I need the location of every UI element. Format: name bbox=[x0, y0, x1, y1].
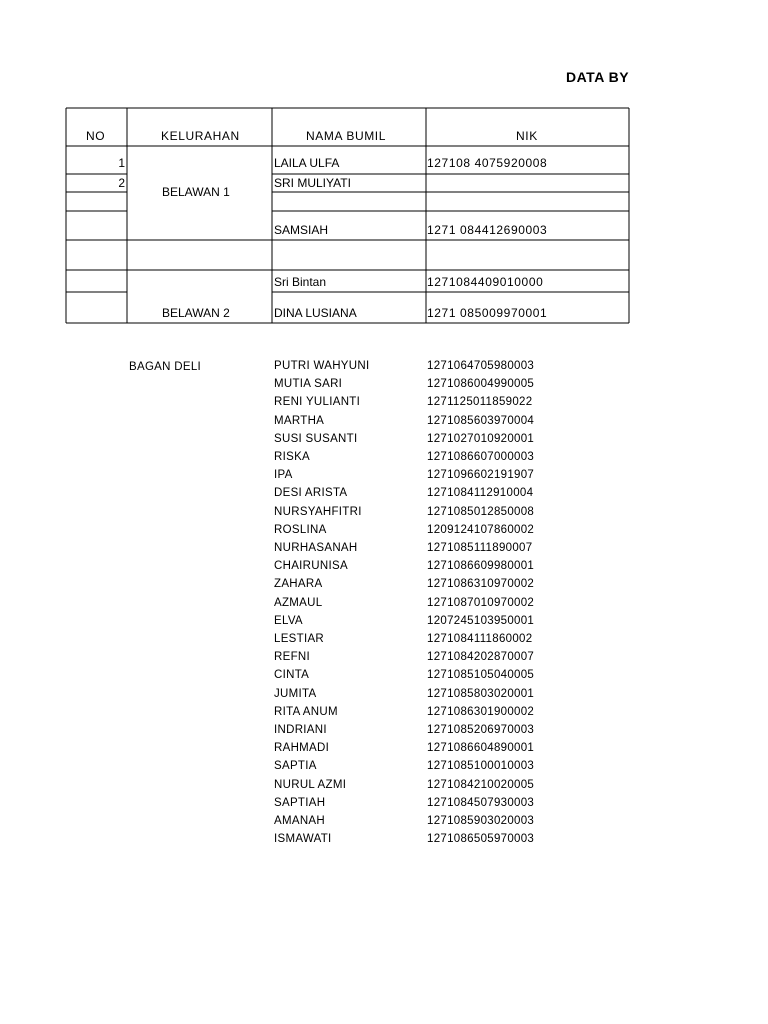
list-item bbox=[0, 724, 768, 742]
list-item-nama: IPA bbox=[274, 469, 293, 482]
list-item-nama: SAPTIA bbox=[274, 760, 317, 773]
list-item-nama: PUTRI WAHYUNI bbox=[274, 360, 370, 372]
list-item-nama: DESI ARISTA bbox=[274, 487, 348, 500]
page-title: DATA BY bbox=[566, 69, 630, 85]
list-item bbox=[0, 597, 768, 615]
list-item-nama: SUSI SUSANTI bbox=[274, 432, 358, 445]
list-item bbox=[0, 688, 768, 706]
list-item bbox=[0, 433, 768, 451]
list-item-nik: 1271084202870007 bbox=[427, 651, 535, 664]
list-item-nik: 1271096602191907 bbox=[427, 469, 535, 482]
list-item-nama: ROSLINA bbox=[274, 523, 327, 536]
list-item-nama: AMANAH bbox=[274, 815, 326, 827]
list-item-nik: 1271086505970003 bbox=[427, 833, 535, 846]
header-nik: NIK bbox=[516, 129, 538, 143]
list-item bbox=[0, 797, 768, 815]
list-item-nik: 1271027010920001 bbox=[427, 432, 535, 445]
list-item-nama: RISKA bbox=[274, 451, 311, 463]
list-item bbox=[0, 506, 768, 524]
list-item bbox=[0, 651, 768, 669]
table-row-nik: 127108 4075920008 bbox=[427, 156, 548, 170]
list-item-nik: 1271085105040005 bbox=[427, 669, 535, 682]
table-row-nama: LAILA ULFA bbox=[274, 156, 340, 170]
list-item-nik: 1271084112910004 bbox=[427, 487, 534, 500]
list-item-nik: 1271085903020003 bbox=[427, 815, 535, 827]
list-item-nik: 1271085803020001 bbox=[427, 687, 535, 700]
list-item-nama: RAHMADI bbox=[274, 742, 330, 755]
list-item bbox=[0, 360, 768, 378]
list-item-nama: ELVA bbox=[274, 614, 303, 627]
list-item bbox=[0, 396, 768, 414]
list-item-nik: 1271085603970004 bbox=[427, 414, 535, 427]
list-item bbox=[0, 378, 768, 396]
table-row-no: 1 bbox=[118, 156, 125, 170]
list-item bbox=[0, 815, 768, 833]
list-item-nik: 1271085111890007 bbox=[427, 542, 533, 554]
table-row-nama: Sri Bintan bbox=[274, 275, 327, 289]
list-item-nik: 1271085100010003 bbox=[427, 760, 535, 773]
list-item bbox=[0, 615, 768, 633]
list-item-nama: MUTIA SARI bbox=[274, 378, 343, 391]
list-item-nik: 1271087010970002 bbox=[427, 596, 535, 609]
list-item-nama: ZAHARA bbox=[274, 578, 323, 591]
table-row-nama: SRI MULIYATI bbox=[274, 176, 351, 190]
table-row-nama: DINA LUSIANA bbox=[274, 306, 357, 320]
list-item-nik: 1271086004990005 bbox=[427, 378, 535, 391]
list-item-nama: JUMITA bbox=[274, 687, 317, 700]
table-row-no: 2 bbox=[118, 176, 125, 190]
list-item-nik: 1271064705980003 bbox=[427, 360, 535, 372]
list-item bbox=[0, 415, 768, 433]
list-item bbox=[0, 669, 768, 687]
list-item-nama: REFNI bbox=[274, 651, 310, 664]
list-item-nama: INDRIANI bbox=[274, 724, 327, 736]
table-row-nik: 1271 084412690003 bbox=[427, 223, 548, 237]
list-item-nik: 1209124107860002 bbox=[427, 523, 535, 536]
table-row-nik: 1271 085009970001 bbox=[427, 306, 548, 320]
header-no: NO bbox=[86, 129, 106, 143]
list-item-nik: 1271086310970002 bbox=[427, 578, 535, 591]
table-row-nik: 1271084409010000 bbox=[427, 275, 544, 289]
kelurahan-belawan-1: BELAWAN 1 bbox=[162, 185, 230, 199]
list-item-nik: 1271084210020005 bbox=[427, 778, 535, 791]
list-item-nik: 1271084111860002 bbox=[427, 633, 533, 645]
list-item-nama: AZMAUL bbox=[274, 596, 323, 609]
list-item-nama: MARTHA bbox=[274, 414, 325, 427]
list-item bbox=[0, 742, 768, 760]
list-item bbox=[0, 633, 768, 651]
list-item bbox=[0, 469, 768, 487]
list-item-nik: 1207245103950001 bbox=[427, 614, 535, 627]
list-item-nik: 1271086604890001 bbox=[427, 742, 535, 755]
list-item-nik: 1271084507930003 bbox=[427, 796, 535, 809]
header-nama-bumil: NAMA BUMIL bbox=[306, 129, 387, 143]
kelurahan-belawan-2: BELAWAN 2 bbox=[162, 306, 230, 320]
list-item bbox=[0, 560, 768, 578]
kelurahan-bagan-deli: BAGAN DELI bbox=[129, 361, 202, 373]
list-item-nama: NURSYAHFITRI bbox=[274, 505, 362, 518]
list-item-nama: CINTA bbox=[274, 669, 310, 682]
list-item bbox=[0, 451, 768, 469]
list-item-nik: 1271086609980001 bbox=[427, 560, 535, 573]
list-item bbox=[0, 833, 768, 851]
list-item bbox=[0, 779, 768, 797]
list-item-nik: 1271086607000003 bbox=[427, 451, 535, 463]
list-item bbox=[0, 524, 768, 542]
list-item bbox=[0, 760, 768, 778]
list-item-nama: NURHASANAH bbox=[274, 542, 358, 554]
list-item-nama: NURUL AZMI bbox=[274, 778, 347, 791]
list-item bbox=[0, 542, 768, 560]
header-kelurahan: KELURAHAN bbox=[161, 129, 240, 143]
list-item-nama: RENI YULIANTI bbox=[274, 396, 361, 409]
list-item-nama: ISMAWATI bbox=[274, 833, 332, 846]
table-row-nama: SAMSIAH bbox=[274, 223, 329, 237]
list-item-nama: SAPTIAH bbox=[274, 796, 326, 809]
list-item-nik: 1271085012850008 bbox=[427, 505, 535, 518]
list-item-nama: LESTIAR bbox=[274, 633, 325, 645]
list-item-nik: 1271125011859022 bbox=[427, 396, 533, 409]
list-item-nama: CHAIRUNISA bbox=[274, 560, 348, 573]
list-item-nik: 1271085206970003 bbox=[427, 724, 535, 736]
list-item bbox=[0, 706, 768, 724]
list-item bbox=[0, 487, 768, 505]
list-item-nik: 1271086301900002 bbox=[427, 705, 535, 718]
list-item-nama: RITA ANUM bbox=[274, 705, 338, 718]
list-item bbox=[0, 578, 768, 596]
